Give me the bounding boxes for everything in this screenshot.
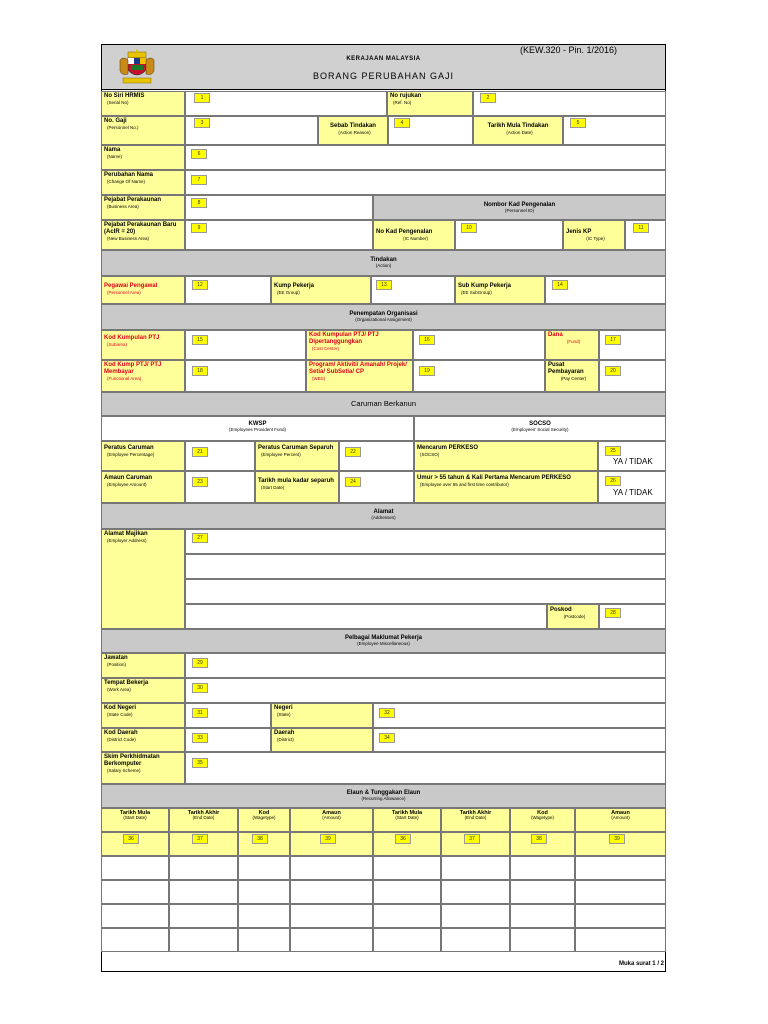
serial-no-field[interactable] — [185, 91, 387, 116]
address-line-4[interactable] — [185, 604, 547, 629]
allowance-cell[interactable] — [510, 904, 575, 928]
ee-subgroup-number: 14 — [552, 280, 568, 290]
allowance-cell[interactable] — [290, 904, 373, 928]
org-assignment-section: Penempatan Organisasi (Organizational Assignment) — [101, 304, 666, 330]
start-date-half-field[interactable] — [339, 471, 414, 503]
ref-no-number: 2 — [480, 93, 496, 103]
personnel-no-number: 3 — [194, 118, 210, 128]
allowance-cell[interactable] — [290, 928, 373, 952]
ref-no-field[interactable] — [473, 91, 666, 116]
allowance-cell[interactable] — [101, 856, 169, 880]
allowance-col-number: 36 — [395, 834, 411, 844]
allowance-col-header: Tarikh Akhir (End Date) — [441, 808, 510, 832]
allowance-cell[interactable] — [101, 880, 169, 904]
business-area-field[interactable] — [185, 195, 373, 220]
start-date-half-number: 24 — [345, 477, 361, 487]
fund-label: Dana (Fund) — [545, 330, 599, 360]
allowance-col-header: Amaun (Amount) — [290, 808, 373, 832]
salary-scheme-label: Skim Perkhidmatan Berkomputer (Salary Scheme) — [101, 752, 185, 784]
district-code-number: 33 — [192, 733, 208, 743]
kwsp-section: KWSP (Employees Provident Fund) — [101, 416, 414, 441]
new-business-area-label: Pejabat Perakaunan Baru (AcIR = 20) (New Business Area) — [101, 220, 185, 250]
allowance-col-header: Amaun (Amount) — [575, 808, 666, 832]
wbs-label: Program/ Aktiviti/ Amanah/ Projek/ Setia/ SubSetia/ CP (WBS) — [306, 360, 413, 392]
change-name-label: Perubahan Nama (Change Of Name) — [101, 170, 185, 195]
socso-yes-no[interactable]: YA / TIDAK — [613, 457, 653, 466]
allowance-cell[interactable] — [169, 856, 238, 880]
personnel-area-number: 12 — [192, 280, 208, 290]
address-line-1[interactable] — [185, 529, 666, 554]
subarea-number: 15 — [192, 335, 208, 345]
allowance-cell[interactable] — [169, 928, 238, 952]
allowance-cell[interactable] — [575, 928, 666, 952]
ministry-name: KERAJAAN MALAYSIA — [346, 56, 421, 62]
allowance-cell[interactable] — [169, 880, 238, 904]
address-line-3[interactable] — [185, 579, 666, 604]
action-section: Tindakan (Action) — [101, 250, 666, 276]
allowance-col-number: 39 — [320, 834, 336, 844]
personnel-area-label: Pegawai Pengawal (Personnel Area) — [101, 276, 185, 304]
pay-center-label: Pusat Pembayaran (Pay Center) — [545, 360, 599, 392]
postcode-number: 28 — [605, 608, 621, 618]
serial-no-number: 1 — [194, 93, 210, 103]
allowance-col-number: 37 — [192, 834, 208, 844]
allowance-cell[interactable] — [373, 928, 441, 952]
ic-number-label: No Kad Pengenalan (IC Number) — [373, 220, 455, 250]
employer-address-label: Alamat Majikan (Employer Address) — [101, 529, 185, 629]
allowance-col-number: 36 — [123, 834, 139, 844]
allowance-cell[interactable] — [373, 880, 441, 904]
functional-area-field[interactable] — [185, 360, 306, 392]
action-reason-label: Sebab Tindakan (Action Reason) — [318, 116, 388, 145]
employer-address-number: 27 — [192, 533, 208, 543]
ee-percent-number: 22 — [345, 447, 361, 457]
pay-center-number: 20 — [605, 366, 621, 376]
allowance-col-number: 39 — [609, 834, 625, 844]
form-code: (KEW.320 - Pin. 1/2016) — [520, 45, 618, 55]
ee-amount-label: Amaun Caruman (Employee Amount) — [101, 471, 185, 503]
personnel-no-label: No. Gaji (Personnel No.) — [101, 116, 185, 145]
allowance-cell[interactable] — [510, 880, 575, 904]
new-business-area-field[interactable] — [185, 220, 373, 250]
allowance-cell[interactable] — [510, 928, 575, 952]
over55-yes-no[interactable]: YA / TIDAK — [613, 488, 653, 497]
business-area-label: Pejabat Perakaunan (Business Area) — [101, 195, 185, 220]
allowance-cell[interactable] — [441, 928, 510, 952]
pay-center-field[interactable] — [599, 360, 666, 392]
personnel-id-section: Nombor Kad Pengenalan (Personnel ID) — [373, 195, 666, 220]
page-number: Muka surat 1 / 2 — [618, 961, 664, 967]
district-field[interactable] — [373, 728, 666, 752]
state-number: 32 — [379, 708, 395, 718]
state-field[interactable] — [373, 703, 666, 728]
name-label: Nama (Name) — [101, 145, 185, 170]
state-code-label: Kod Negeri (State Code) — [101, 703, 185, 728]
allowance-cell[interactable] — [290, 856, 373, 880]
subarea-label: Kod Kumpulan PTJ (Subarea) — [101, 330, 185, 360]
allowance-cell[interactable] — [101, 904, 169, 928]
district-label: Daerah (District) — [271, 728, 373, 752]
form-title: BORANG PERUBAHAN GAJI — [312, 71, 455, 81]
ref-no-label: No rujukan (Ref. No) — [387, 91, 473, 116]
salary-scheme-field[interactable] — [185, 752, 666, 784]
allowance-col-number: 38 — [531, 834, 547, 844]
serial-no-label: No Siri HRMIS (Serial No) — [101, 91, 185, 116]
misc-section: Pelbagai Maklumat Pekerja (Employee Miscellaneous) — [101, 629, 666, 653]
position-number: 29 — [192, 658, 208, 668]
ee-percentage-number: 21 — [192, 447, 208, 457]
ee-percent-label: Peratus Caruman Separuh (Employee Percent) — [255, 441, 339, 471]
allowance-cell[interactable] — [290, 880, 373, 904]
allowance-cell[interactable] — [101, 928, 169, 952]
action-reason-number: 4 — [394, 118, 410, 128]
over55-label: Umur > 55 tahun & Kali Pertama Mencarum PERKESO (Employee over 55 and first time contributor) — [414, 471, 598, 503]
allowance-cell[interactable] — [373, 904, 441, 928]
ee-amount-field[interactable] — [185, 471, 255, 503]
state-code-number: 31 — [192, 708, 208, 718]
allowance-col-header: Tarikh Mula (Start Date) — [101, 808, 169, 832]
functional-area-label: Kod Kump PTJ/ PTJ Membayar (Functional Area) — [101, 360, 185, 392]
action-date-number: 5 — [570, 118, 586, 128]
allowance-col-number: 38 — [252, 834, 268, 844]
allowance-cell[interactable] — [238, 928, 290, 952]
allowance-cell[interactable] — [510, 856, 575, 880]
statutory-section: Caruman Berkanun — [101, 392, 666, 416]
allowance-cell[interactable] — [238, 904, 290, 928]
ee-group-label: Kump Pekerja (EE Group) — [271, 276, 371, 304]
allowance-cell[interactable] — [441, 880, 510, 904]
ee-subgroup-label: Sub Kump Pekerja (EE SubGroup) — [455, 276, 545, 304]
addresses-section: Alamat (Addresses) — [101, 503, 666, 529]
ic-type-label: Jenis KP (IC Type) — [563, 220, 625, 250]
district-code-label: Kod Daerah (District Code) — [101, 728, 185, 752]
salary-scheme-number: 35 — [192, 758, 208, 768]
allowance-cell[interactable] — [238, 880, 290, 904]
name-field[interactable] — [185, 145, 666, 170]
allowance-cell[interactable] — [441, 904, 510, 928]
name-number: 6 — [191, 149, 207, 159]
work-area-label: Tempat Bekerja (Work Area) — [101, 678, 185, 703]
allowance-col-header: Kod (Wagetype) — [510, 808, 575, 832]
cost-center-number: 16 — [419, 335, 435, 345]
allowance-cell[interactable] — [575, 856, 666, 880]
allowance-cell[interactable] — [441, 856, 510, 880]
socso-contrib-number: 25 — [605, 446, 621, 456]
work-area-field[interactable] — [185, 678, 666, 703]
allowance-cell[interactable] — [238, 856, 290, 880]
socso-section: SOCSO (Employees' Social Security) — [414, 416, 666, 441]
business-area-number: 8 — [191, 198, 207, 208]
work-area-number: 30 — [192, 683, 208, 693]
change-name-field[interactable] — [185, 170, 666, 195]
allowance-col-header: Kod (Wagetype) — [238, 808, 290, 832]
district-number: 34 — [379, 733, 395, 743]
position-field[interactable] — [185, 653, 666, 678]
wbs-number: 19 — [419, 366, 435, 376]
allowance-col-header: Tarikh Akhir (End Date) — [169, 808, 238, 832]
address-line-2[interactable] — [185, 554, 666, 579]
functional-area-number: 18 — [192, 366, 208, 376]
allowance-cell[interactable] — [575, 904, 666, 928]
ee-group-number: 13 — [376, 280, 392, 290]
over55-number: 26 — [605, 476, 621, 486]
ee-amount-number: 23 — [192, 477, 208, 487]
fund-number: 17 — [605, 335, 621, 345]
socso-contrib-label: Mencarum PERKESO (SOCSO) — [414, 441, 598, 471]
allowance-col-number: 37 — [464, 834, 480, 844]
new-business-area-number: 9 — [191, 223, 207, 233]
allowance-col-header: Tarikh Mula (Start Date) — [373, 808, 441, 832]
allowance-cell[interactable] — [373, 856, 441, 880]
wbs-field[interactable] — [413, 360, 545, 392]
allowance-cell[interactable] — [169, 904, 238, 928]
state-label: Negeri (State) — [271, 703, 373, 728]
ee-percentage-label: Peratus Caruman (Employee Percentage) — [101, 441, 185, 471]
start-date-half-label: Tarikh mula kadar separuh (Start Date) — [255, 471, 339, 503]
change-name-number: 7 — [191, 175, 207, 185]
position-label: Jawatan (Position) — [101, 653, 185, 678]
recurring-allowance-section: Elaun & Tunggakan Elaun (Recurring Allowance) — [101, 784, 666, 808]
allowance-cell[interactable] — [575, 880, 666, 904]
action-date-label: Tarikh Mula Tindakan (Action Date) — [473, 116, 563, 145]
postcode-label: Poskod (Postcode) — [547, 604, 599, 629]
cost-center-label: Kod Kumpulan PTJ/ PTJ Dipertanggungkan (Cost Center) — [306, 330, 413, 360]
ic-number-number: 10 — [461, 223, 477, 233]
ic-type-number: 11 — [633, 223, 649, 233]
